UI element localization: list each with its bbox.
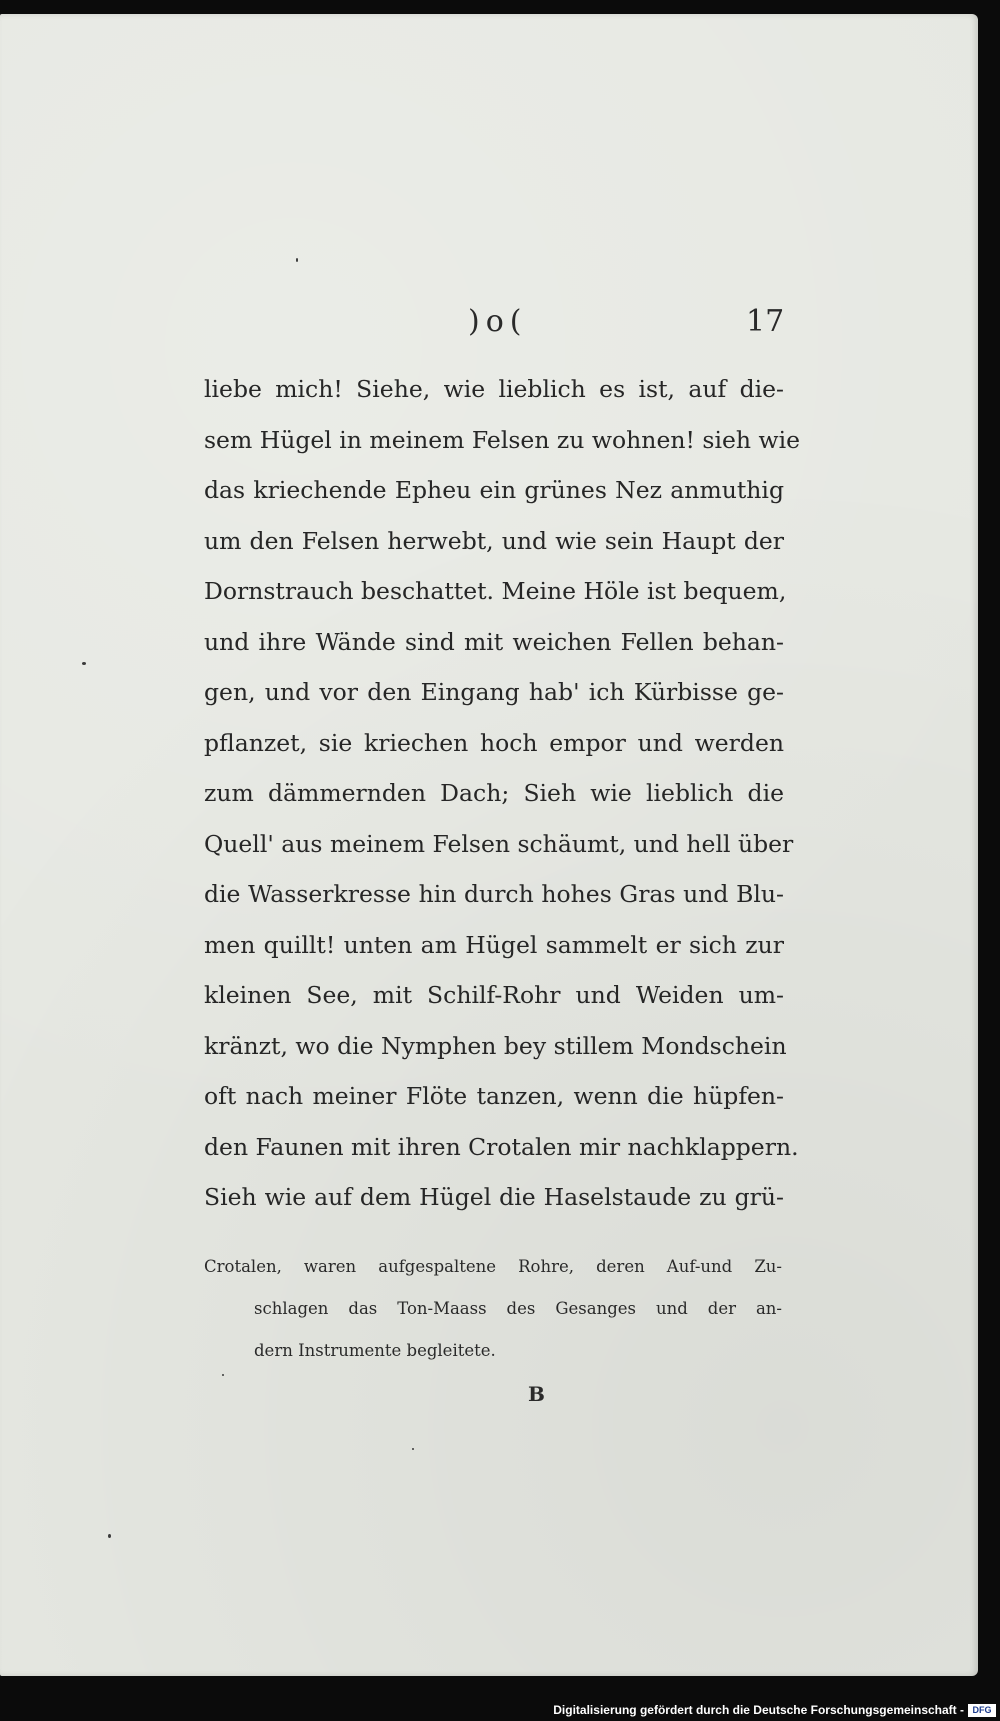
text-line: Dornstrauch beschattet. Meine Höle ist bequem, [204, 577, 787, 605]
page-marker: )o( [468, 304, 528, 339]
running-head [0, 304, 978, 344]
paper-speck [296, 258, 298, 262]
text-line: oft nach meiner Flöte tanzen, wenn die hüpfen- [204, 1082, 784, 1110]
footnote-line: dern Instrumente begleitete. [254, 1341, 496, 1360]
paper-speck [82, 662, 86, 665]
text-line: sem Hügel in meinem Felsen zu wohnen! sieh wie [204, 425, 801, 454]
footnote-line: Crotalen, waren aufgespaltene Rohre, deren Auf-und Zu- [204, 1257, 782, 1276]
text-line: kleinen See, mit Schilf-Rohr und Weiden um- [204, 981, 784, 1009]
text-line: kränzt, wo die Nymphen bey stillem Mondschein [204, 1031, 787, 1060]
text-line: liebe mich! Siehe, wie lieblich es ist, auf die- [204, 375, 784, 403]
page-number: 17 [746, 304, 785, 339]
text-line: Quell' aus meinem Felsen schäumt, und hell über [204, 829, 794, 858]
text-line: um den Felsen herwebt, und wie sein Haupt der [204, 526, 784, 555]
funding-banner [0, 1699, 1000, 1721]
funding-text: Digitalisierung gefördert durch die Deutsche Forschungsgemeinschaft - [553, 1703, 964, 1717]
text-line: men quillt! unten am Hügel sammelt er sich zur [204, 930, 784, 959]
paper-speck [412, 1448, 414, 1450]
text-line: zum dämmernden Dach; Sieh wie lieblich die [204, 779, 784, 807]
book-page [0, 14, 978, 1676]
footnote [204, 1246, 782, 1372]
text-line: die Wasserkresse hin durch hohes Gras und Blu- [204, 880, 784, 908]
text-line: den Faunen mit ihren Crotalen mir nachklappern. [204, 1132, 799, 1161]
dfg-logo-icon: DFG [968, 1704, 996, 1717]
text-line: das kriechende Epheu ein grünes Nez anmuthig [204, 476, 784, 504]
text-line: pflanzet, sie kriechen hoch empor und werden [204, 728, 784, 757]
paper-speck [108, 1534, 111, 1538]
text-line: gen, und vor den Eingang hab' ich Kürbisse ge- [204, 678, 784, 706]
paper-speck [222, 1374, 224, 1376]
text-line: und ihre Wände sind mit weichen Fellen behan- [204, 627, 784, 656]
text-line: Sieh wie auf dem Hügel die Haselstaude zu grü- [204, 1183, 784, 1211]
footnote-line: schlagen das Ton-Maass des Gesanges und der an- [254, 1299, 782, 1318]
signature-mark: B [528, 1382, 545, 1406]
body-text [204, 364, 801, 1223]
